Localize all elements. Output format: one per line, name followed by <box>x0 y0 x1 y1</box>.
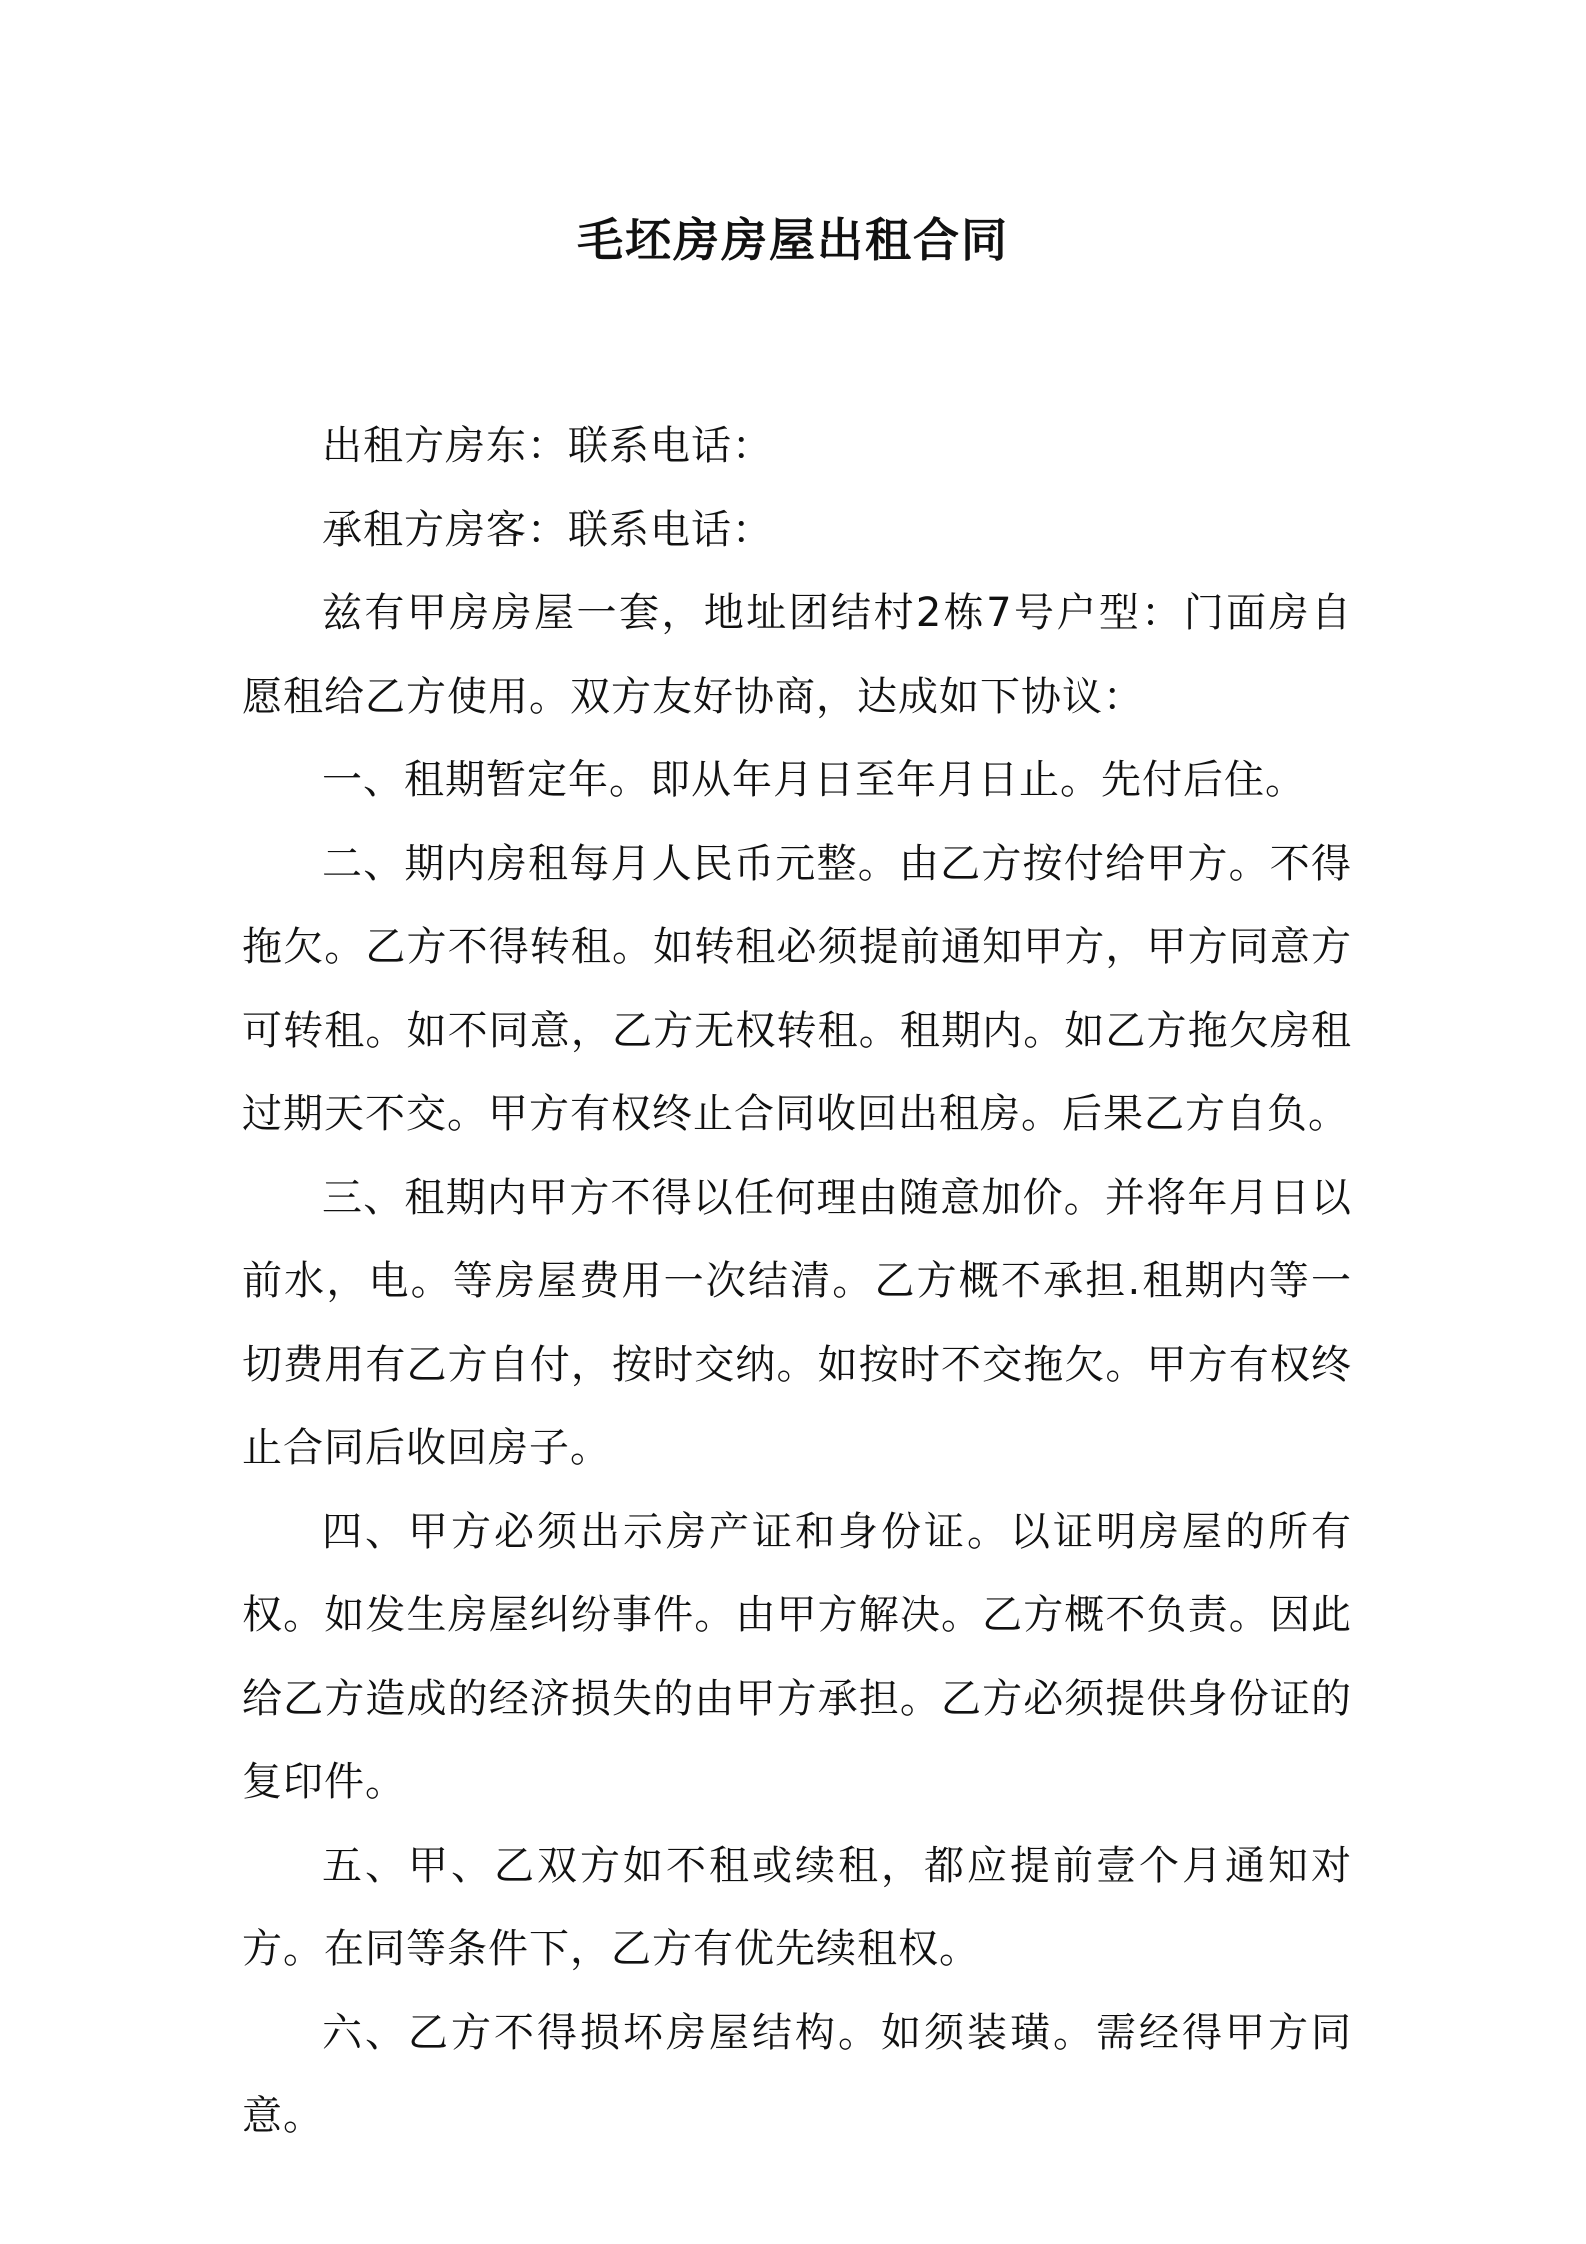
clause-4: 四、甲方必须出示房产证和身份证。以证明房屋的所有权。如发生房屋纠纷事件。由甲方解决。乙方概不负责。因此给乙方造成的经济损失的由甲方承担。乙方必须提供身份证的复印件。 <box>242 1508 1352 1805</box>
clause-1: 一、租期暂定年。即从年月日至年月日止。先付后住。 <box>322 757 1306 803</box>
clause-5: 五、甲、乙双方如不租或续租，都应提前壹个月通知对方。在同等条件下，乙方有优先续租权。 <box>242 1842 1352 1972</box>
clause-2: 二、期内房租每月人民币元整。由乙方按付给甲方。不得拖欠。乙方不得转租。如转租必须提前通知甲方，甲方同意方可转租。如不同意，乙方无权转租。租期内。如乙方拖欠房租过期天不交。甲方有权终止合同收回出租房。后果乙方自负。 <box>242 840 1352 1137</box>
document-body <box>242 405 1352 2159</box>
tenant-line: 承租方房客：联系电话： <box>322 506 773 553</box>
clause-3: 三、租期内甲方不得以任何理由随意加价。并将年月日以前水，电。等房屋费用一次结清。乙方概不承担.租期内等一切费用有乙方自付，按时交纳。如按时不交拖欠。甲方有权终止合同后收回房子。 <box>242 1174 1352 1471</box>
document-title: 毛坯房房屋出租合同 <box>577 213 1009 267</box>
intro-paragraph: 兹有甲房房屋一套，地址团结村2栋7号户型：门面房自愿租给乙方使用。双方友好协商，达成如下协议： <box>242 590 1352 720</box>
clause-6: 六、乙方不得损坏房屋结构。如须装璜。需经得甲方同意。 <box>242 2009 1352 2139</box>
landlord-line: 出租方房东：联系电话： <box>322 423 773 469</box>
